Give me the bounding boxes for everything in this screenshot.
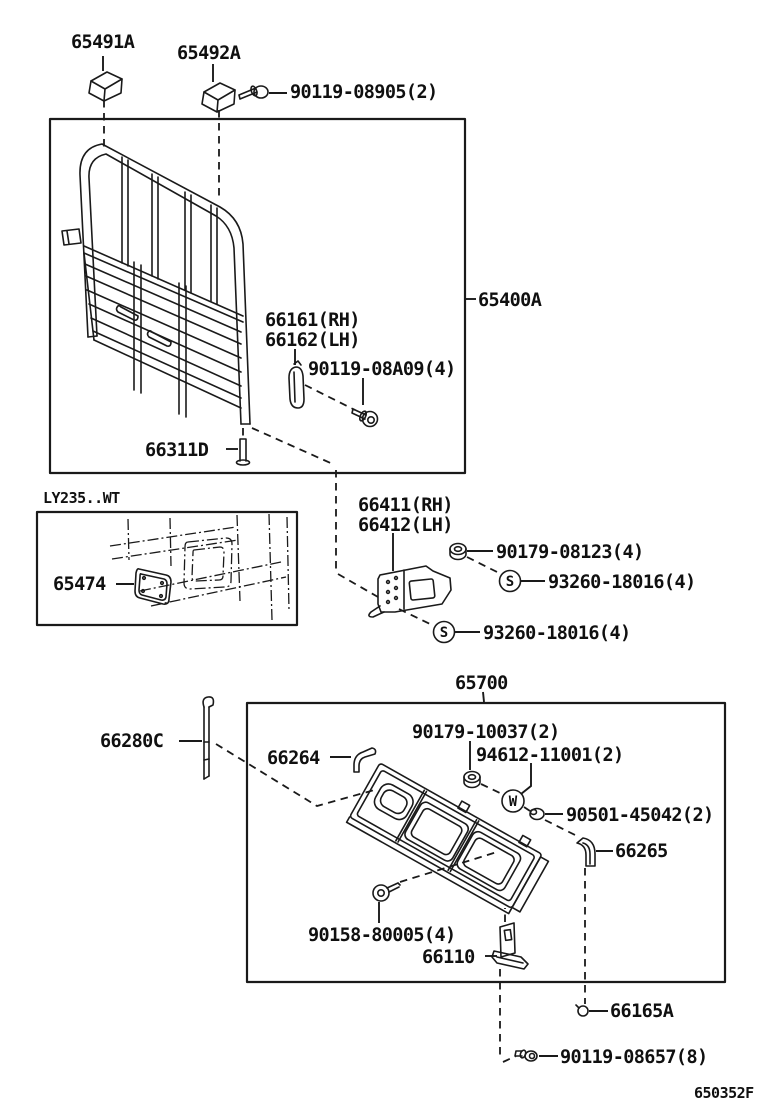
rod-66280c-art <box>203 697 213 779</box>
hook-66161-art <box>289 361 304 408</box>
pin-66311d-art <box>237 439 250 465</box>
bolt-90119-08905-art <box>239 85 268 99</box>
nut-90179-10037-art <box>464 772 480 788</box>
bolt-90119-08657-art <box>515 1049 537 1061</box>
nut-90179-08123-art <box>450 544 466 560</box>
callout-66311d[interactable]: 66311D <box>145 440 209 461</box>
callout-90158-80005[interactable]: 90158-80005(4) <box>308 925 456 946</box>
drawing-code-label: 650352F <box>694 1084 754 1102</box>
callout-94612-11001[interactable]: 94612-11001(2) <box>476 745 624 766</box>
latch-66110-art <box>492 923 528 969</box>
callout-66265[interactable]: 66265 <box>615 841 668 862</box>
variant-phantom-panel-art <box>110 514 289 620</box>
bracket-66411-art <box>369 566 451 617</box>
callout-65492a[interactable]: 65492A <box>177 43 241 64</box>
symbol-s-bottom[interactable]: S <box>439 625 449 641</box>
guard-frame-art <box>62 144 250 424</box>
callout-65474[interactable]: 65474 <box>53 574 106 595</box>
bracket-66265-art <box>577 838 595 866</box>
callout-65700[interactable]: 65700 <box>455 673 508 694</box>
callout-90179-08123[interactable]: 90179-08123(4) <box>496 542 644 563</box>
callout-93260-18016-top[interactable]: 93260-18016(4) <box>548 572 696 593</box>
bolt-90119-08a09-art <box>352 409 378 427</box>
grommet-66165a-art <box>576 1005 588 1016</box>
callout-66411-rh[interactable]: 66411(RH) <box>358 495 453 516</box>
callout-90119-08657[interactable]: 90119-08657(8) <box>560 1047 708 1068</box>
clamp-65491a-art <box>89 72 122 101</box>
variant-view-box <box>37 512 297 625</box>
screw-symbol-s-top[interactable] <box>500 571 521 592</box>
frame-assembly-box <box>50 119 465 473</box>
callout-65400a[interactable]: 65400A <box>478 290 542 311</box>
screw-90158-80005-art <box>373 883 400 901</box>
callout-66280c[interactable]: 66280C <box>100 731 164 752</box>
callout-90119-08a09[interactable]: 90119-08A09(4) <box>308 359 456 380</box>
callout-66162-lh[interactable]: 66162(LH) <box>265 330 360 351</box>
callout-93260-18016-bottom[interactable]: 93260-18016(4) <box>483 623 631 644</box>
plate-65474-art <box>135 569 171 604</box>
symbol-w[interactable]: W <box>508 794 518 810</box>
screw-symbol-s-bottom[interactable] <box>434 622 455 643</box>
callout-66110[interactable]: 66110 <box>422 947 475 968</box>
callout-65491a[interactable]: 65491A <box>71 32 135 53</box>
callout-90501-45042[interactable]: 90501-45042(2) <box>566 805 714 826</box>
variant-note-label: LY235..WT <box>43 489 120 507</box>
callout-66264[interactable]: 66264 <box>267 748 320 769</box>
callout-66161-rh[interactable]: 66161(RH) <box>265 310 360 331</box>
hook-66264-art <box>354 748 376 772</box>
clip-90501-45042-art <box>530 809 544 820</box>
callout-66165a[interactable]: 66165A <box>610 1001 674 1022</box>
callout-90119-08905[interactable]: 90119-08905(2) <box>290 82 438 103</box>
callout-90179-10037[interactable]: 90179-10037(2) <box>412 722 560 743</box>
symbol-s-top[interactable]: S <box>505 574 515 590</box>
callout-66412-lh[interactable]: 66412(LH) <box>358 515 453 536</box>
callout-labels <box>43 32 754 1102</box>
clamp-65492a-art <box>202 83 235 112</box>
